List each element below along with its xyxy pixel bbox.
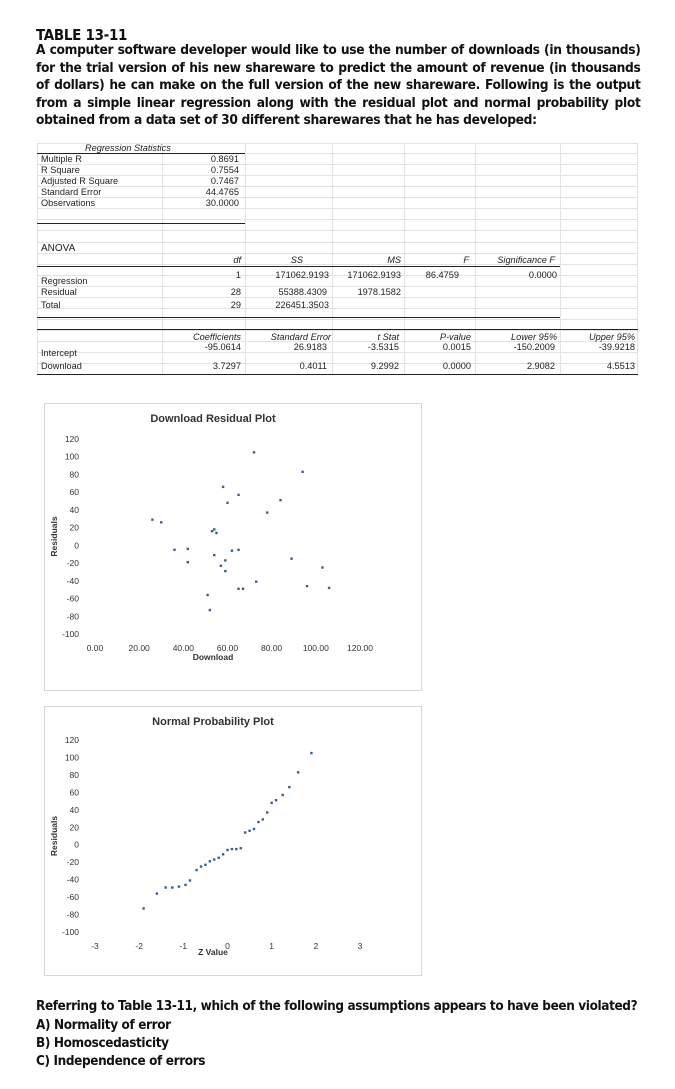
stat-value-r-square: 0.7554 [210,165,239,175]
data-point [328,587,330,589]
data-point [231,848,233,850]
coef-header-p-value: P-value [439,332,471,342]
data-point [306,585,308,587]
y-tick-label: 60 [69,487,79,498]
y-tick-label: 120 [64,735,79,745]
anova-header-ms: MS [387,255,401,265]
data-point [240,847,242,849]
stat-label-standard-error: Standard Error [41,187,102,197]
x-tick-label: 2 [313,941,319,951]
data-point [164,886,166,888]
data-point [310,752,312,754]
coef-intercept-standard-error: 26.9183 [293,342,327,352]
y-tick-label: 0 [74,839,79,850]
data-point [226,849,228,851]
data-point [282,794,284,796]
data-point [244,831,246,833]
anova-regression-df: 1 [235,270,241,280]
stat-label-adjusted-r-square: Adjusted R Square [41,176,119,186]
data-point [171,886,173,888]
chart-title: Download Residual Plot [150,413,276,425]
y-tick-label: -100 [61,629,79,639]
normal-probability-plot [45,707,421,975]
data-point [275,799,277,801]
coef-header-t-stat: t Stat [377,332,399,342]
intro-paragraph: A computer software developer would like to use the number of downloads (in thousands) for the trial version of his new shareware to predict the amount of revenue (in thousands of dollars) he can make on the full version of the new shareware. Following is the output from a simple linear regression along with the residual plot and normal probability plot obtained from a data set of 30 different sharewares that he has developed: [36,43,641,129]
anova-total-df: 29 [230,300,241,310]
coef-download-p-value: 0.0000 [442,361,471,371]
coef-intercept-upper-95: -39.9218 [598,342,635,352]
data-point [213,554,215,556]
data-point [237,494,239,496]
y-axis-label: Residuals [49,516,59,557]
data-point [248,830,250,832]
anova-residual-df: 28 [230,287,241,297]
data-point [222,853,224,855]
coef-intercept-lower-95: -150.2009 [513,342,555,352]
stat-value-observations: 30.0000 [205,198,239,208]
y-tick-label: 0 [74,540,79,551]
data-point [160,521,162,523]
data-point [255,581,257,583]
stat-label-r-square: R Square [41,165,80,175]
question-prompt: Referring to Table 13-11, which of the following assumptions appears to have been violated? [36,999,638,1014]
x-tick-label: 3 [357,941,363,951]
x-tick-label: 60.00 [216,643,239,653]
data-point [151,518,153,520]
y-tick-label: 100 [64,752,79,763]
x-tick-label: 1 [269,941,275,951]
anova-regression-significance: 0.0000 [528,270,557,280]
y-tick-label: -20 [66,558,79,569]
option-b[interactable]: B) Homoscedasticity [36,1036,169,1051]
coef-intercept-t-stat: -3.5315 [367,342,399,352]
stat-label-observations: Observations [41,198,96,208]
data-point [142,907,144,909]
x-tick-label: 20.00 [128,643,150,653]
y-tick-label: -20 [66,857,79,868]
coef-header-coefficients: Coefficients [192,332,241,342]
x-tick-label: 0 [225,941,230,951]
data-point [279,499,281,501]
data-point [224,559,226,561]
data-point [209,860,211,862]
regression-output-sheet [37,143,638,375]
y-tick-label: 40 [69,804,79,815]
anova-header-significance-f: Significance F [497,255,555,265]
data-point [215,532,217,534]
data-point [237,588,239,590]
data-point [187,548,189,550]
anova-header-ss: SS [290,255,303,265]
data-point [231,549,233,551]
regression-statistics-header: Regression Statistics [85,143,171,153]
data-point [222,486,224,488]
coef-row-label-intercept: Intercept [41,348,77,358]
coef-header-standard-error: Standard Error [270,332,331,342]
data-point [237,549,239,551]
anova-regression-f: 86.4759 [425,270,459,280]
coef-intercept-coefficient: -95.0614 [204,342,241,352]
coef-intercept-p-value: 0.0015 [442,342,471,352]
data-point [156,892,158,894]
data-point [209,609,211,611]
data-point [204,864,206,866]
y-tick-label: -60 [66,892,79,903]
data-point [257,821,259,823]
data-point [213,528,215,530]
data-point [266,811,268,813]
anova-label: ANOVA [41,243,76,254]
anova-regression-ms: 171062.9193 [347,270,401,280]
y-tick-label: -100 [61,927,79,937]
data-point [211,530,213,532]
y-tick-label: 60 [69,787,79,798]
residual-plot-frame [44,403,422,691]
data-point [213,858,215,860]
y-tick-label: 80 [69,769,79,780]
stat-value-adjusted-r-square: 0.7467 [210,176,239,186]
anova-row-label-residual: Residual [41,287,77,297]
x-tick-label: 40.00 [172,643,194,653]
x-tick-label: 100.00 [302,643,329,653]
y-tick-label: 120 [64,434,79,444]
y-tick-label: -40 [66,575,79,586]
data-point [184,884,186,886]
x-tick-label: 120.00 [347,643,373,653]
x-tick-label: -2 [135,941,143,951]
coef-row-label-download: Download [41,361,82,371]
data-point [253,451,255,453]
data-point [206,594,208,596]
coef-header-upper-95: Upper 95% [589,332,635,342]
x-tick-label: -1 [179,941,188,951]
data-point [321,566,323,568]
x-axis-label: Z Value [198,947,228,957]
data-point [297,771,299,773]
data-point [266,511,268,513]
coef-download-lower-95: 2.9082 [526,361,555,371]
coef-download-upper-95: 4.5513 [606,361,635,371]
anova-row-label-total: Total [41,300,61,310]
coef-header-lower-95: Lower 95% [511,332,557,342]
data-point [220,565,222,567]
data-point [195,869,197,871]
table-title: TABLE 13-11 [36,26,128,44]
option-c[interactable]: C) Independence of errors [36,1054,206,1069]
stat-label-multiple-r: Multiple R [41,154,82,164]
stat-value-standard-error: 44.4765 [205,187,239,197]
data-point [301,471,303,473]
x-tick-label: -3 [91,941,99,951]
data-point [187,561,189,563]
chart-title: Normal Probability Plot [152,716,274,728]
y-tick-label: -80 [66,909,79,920]
data-point [235,848,237,850]
x-tick-label: 80.00 [261,643,283,653]
coef-download-t-stat: 9.2992 [370,361,399,371]
y-axis-label: Residuals [49,815,59,857]
data-point [173,549,175,551]
data-point [290,557,292,559]
data-point [270,802,272,804]
y-tick-label: 40 [69,504,79,515]
data-point [224,570,226,572]
x-tick-label: 0.00 [86,643,104,653]
anova-header-f: F [463,255,469,265]
data-point [217,857,219,859]
normal-probability-plot-frame [44,706,422,976]
anova-header-df: df [233,255,241,265]
data-point [178,885,180,887]
coef-download-standard-error: 0.4011 [299,361,327,371]
x-axis-label: Download [192,652,234,662]
data-point [226,502,228,504]
y-tick-label: -60 [66,593,79,604]
coef-download-coefficient: 3.7297 [212,361,241,371]
residual-plot [45,404,421,690]
option-a[interactable]: A) Normality of error [36,1018,171,1033]
y-tick-label: 20 [69,522,79,533]
y-tick-label: 20 [69,822,79,833]
anova-residual-ms: 1978.1582 [357,287,401,297]
stat-value-multiple-r: 0.8691 [210,154,239,164]
data-point [288,786,290,788]
y-tick-label: 80 [69,469,79,480]
anova-total-ss: 226451.3503 [275,300,329,310]
y-tick-label: -80 [66,611,79,622]
anova-row-label-regression: Regression [41,276,88,286]
data-point [242,588,244,590]
data-point [253,828,255,830]
data-point [189,879,191,881]
data-point [262,818,264,820]
y-tick-label: 100 [64,451,79,462]
anova-regression-ss: 171062.9193 [275,270,329,280]
y-tick-label: -40 [66,874,79,885]
data-point [200,865,202,867]
anova-residual-ss: 55388.4309 [278,287,327,297]
